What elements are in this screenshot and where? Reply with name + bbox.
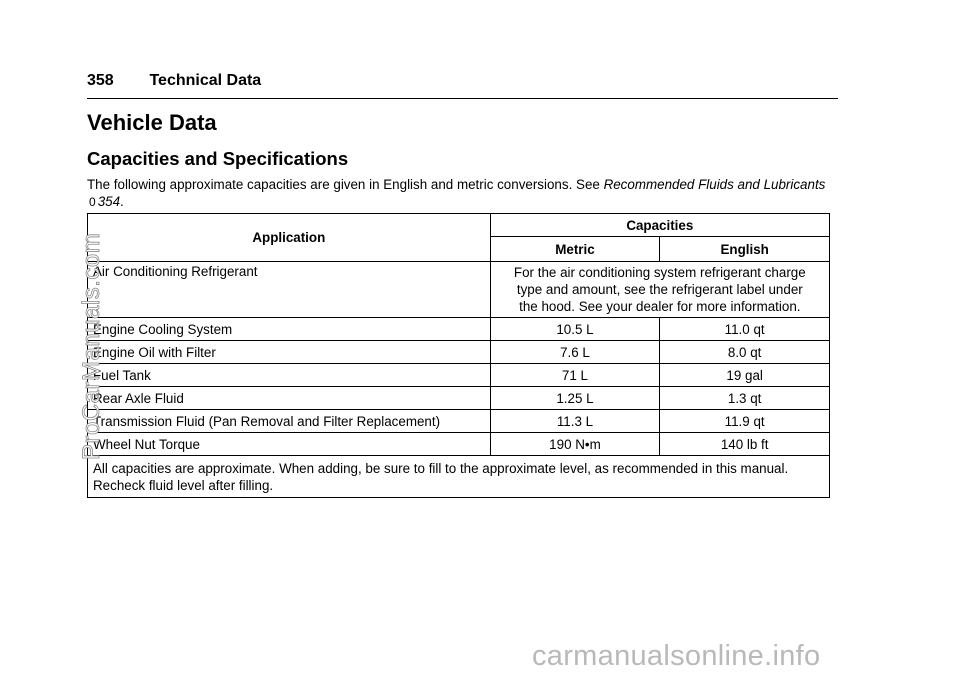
- table-row: [88, 433, 830, 456]
- cell-application: Engine Oil with Filter: [88, 341, 491, 364]
- table-footnote-row: [88, 456, 830, 498]
- watermark-left: ProCarManuals.com: [78, 232, 105, 460]
- page-number: 358: [87, 72, 114, 89]
- table-header-row: [88, 214, 830, 237]
- cell-metric: 7.6 L: [490, 341, 660, 364]
- cell-english: 19 gal: [660, 364, 830, 387]
- cell-metric: 71 L: [490, 364, 660, 387]
- cell-english: 1.3 qt: [660, 387, 830, 410]
- table-row: [88, 364, 830, 387]
- cell-english: 140 lb ft: [660, 433, 830, 456]
- intro-paragraph: [87, 176, 838, 211]
- xref-link[interactable]: Recommended Fluids and Lubricants: [603, 177, 826, 192]
- intro-end: .: [120, 194, 124, 209]
- note-line: For the air conditioning system refrigerant charge: [513, 265, 806, 280]
- cell-application: Engine Cooling System: [88, 318, 491, 341]
- cell-english: 8.0 qt: [660, 341, 830, 364]
- note-line: type and amount, see the refrigerant label under: [516, 282, 803, 297]
- cell-application: Fuel Tank: [88, 364, 491, 387]
- cell-metric: 11.3 L: [490, 410, 660, 433]
- header-application: Application: [88, 214, 491, 262]
- table-row: [88, 318, 830, 341]
- header-metric: Metric: [490, 237, 660, 262]
- header-capacities: Capacities: [490, 214, 829, 237]
- watermark-bottom: carmanualsonline.info: [532, 640, 821, 672]
- cell-metric: 10.5 L: [490, 318, 660, 341]
- cell-refrigerant-note: [490, 262, 829, 318]
- cell-application: Wheel Nut Torque: [88, 433, 491, 456]
- table-row: [88, 341, 830, 364]
- cell-english: 11.9 qt: [660, 410, 830, 433]
- table-row: [88, 262, 830, 318]
- cell-application: Transmission Fluid (Pan Removal and Filter Replacement): [88, 410, 491, 433]
- cell-application: Air Conditioning Refrigerant: [88, 262, 491, 318]
- cell-metric: 1.25 L: [490, 387, 660, 410]
- section-subtitle: Capacities and Specifications: [87, 148, 349, 169]
- intro-text: The following approximate capacities are given in English and metric conversions. See: [87, 177, 604, 192]
- note-line: the hood. See your dealer for more information.: [519, 299, 801, 314]
- page-header: [87, 72, 838, 99]
- capacities-table: [87, 213, 830, 498]
- table-row: [88, 387, 830, 410]
- header-english: English: [660, 237, 830, 262]
- page-title: Vehicle Data: [87, 110, 217, 135]
- page-reference-icon: 0: [89, 195, 96, 209]
- cell-application: Rear Axle Fluid: [88, 387, 491, 410]
- table-row: [88, 410, 830, 433]
- table-footnote: All capacities are approximate. When adding, be sure to fill to the approximate level, as recommended in this manual. Recheck fluid level after filling.: [88, 456, 830, 498]
- cell-metric: 190 N•m: [490, 433, 660, 456]
- xref-page[interactable]: 354: [97, 194, 121, 209]
- section-title: Technical Data: [149, 72, 262, 89]
- cell-english: 11.0 qt: [660, 318, 830, 341]
